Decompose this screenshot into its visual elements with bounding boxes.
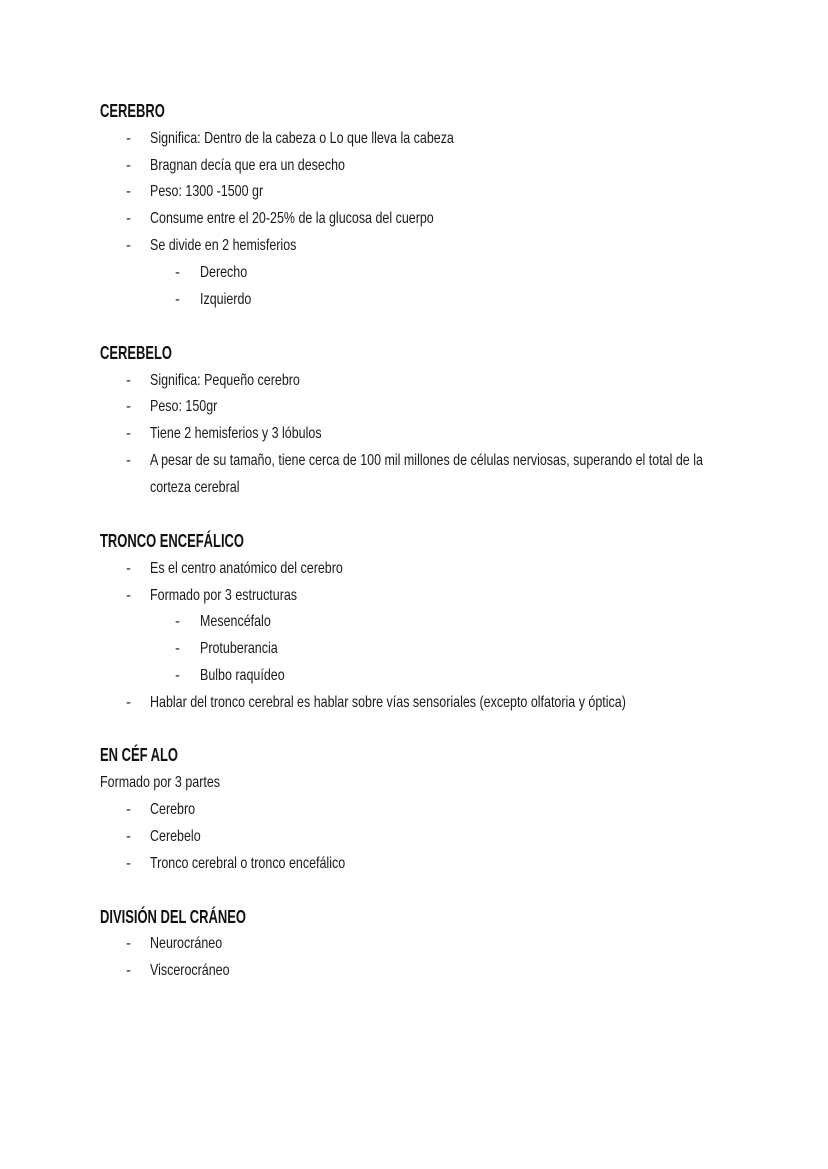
list-item: Significa: Dentro de la cabeza o Lo que lleva la cabeza (150, 130, 454, 147)
list-item: Bragnan decía que era un desecho (150, 157, 345, 174)
bullet: - (126, 828, 131, 845)
list-item: A pesar de su tamaño, tiene cerca de 100 mil millones de células nerviosas, superando el total de la (150, 452, 703, 469)
bullet: - (126, 560, 131, 577)
list-item: Peso: 1300 -1500 gr (150, 183, 264, 200)
section-heading: EN CÉF ALO (100, 745, 179, 765)
section-heading: CEREBRO (100, 101, 165, 121)
bullet: - (175, 613, 180, 630)
bullet: - (126, 398, 131, 415)
section-heading: CEREBELO (100, 343, 173, 363)
sub-list-item: Protuberancia (200, 640, 278, 657)
bullet: - (126, 237, 131, 254)
bullet: - (126, 855, 131, 872)
section-intro: Formado por 3 partes (100, 774, 221, 791)
bullet: - (175, 667, 180, 684)
list-item: Viscerocráneo (150, 962, 230, 979)
bullet: - (126, 130, 131, 147)
sub-list-item: Izquierdo (200, 291, 252, 308)
sub-list-item: Mesencéfalo (200, 613, 271, 630)
bullet: - (126, 935, 131, 952)
section-heading: DIVISIÓN DEL CRÁNEO (100, 907, 246, 927)
bullet: - (175, 264, 180, 281)
bullet: - (126, 962, 131, 979)
list-item: Peso: 150gr (150, 398, 218, 415)
list-item: Tiene 2 hemisferios y 3 lóbulos (150, 425, 322, 442)
sub-list-item: Derecho (200, 264, 248, 281)
list-item: Significa: Pequeño cerebro (150, 372, 300, 389)
bullet: - (126, 210, 131, 227)
sub-list-item: Bulbo raquídeo (200, 667, 285, 684)
list-item: Consume entre el 20-25% de la glucosa del cuerpo (150, 210, 434, 227)
list-item: Neurocráneo (150, 935, 223, 952)
list-item: Se divide en 2 hemisferios (150, 237, 297, 254)
bullet: - (126, 183, 131, 200)
list-item: Tronco cerebral o tronco encefálico (150, 855, 346, 872)
list-item: Es el centro anatómico del cerebro (150, 560, 343, 577)
bullet: - (126, 587, 131, 604)
bullet: - (126, 157, 131, 174)
list-item: Cerebelo (150, 828, 201, 845)
bullet: - (175, 291, 180, 308)
bullet: - (126, 452, 131, 469)
bullet: - (175, 640, 180, 657)
list-item-continuation: corteza cerebral (150, 479, 240, 496)
bullet: - (126, 694, 131, 711)
bullet: - (126, 425, 131, 442)
list-item: Cerebro (150, 801, 196, 818)
list-item: Formado por 3 estructuras (150, 587, 298, 604)
bullet: - (126, 372, 131, 389)
list-item: Hablar del tronco cerebral es hablar sobre vías sensoriales (excepto olfatoria y óptica) (150, 694, 626, 711)
bullet: - (126, 801, 131, 818)
section-heading: TRONCO ENCEFÁLICO (100, 531, 244, 551)
